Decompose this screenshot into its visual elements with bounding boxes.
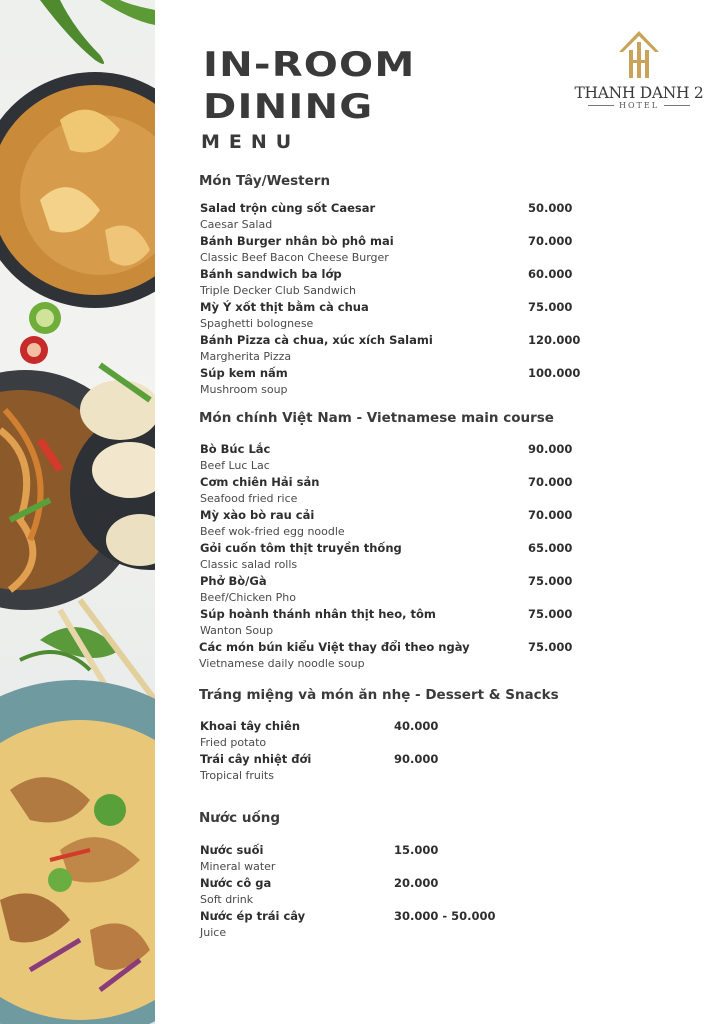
hotel-subtitle bbox=[574, 101, 704, 110]
section-title-dessert: Tráng miệng và món ăn nhẹ - Dessert & Snacks bbox=[199, 687, 559, 703]
menu-item-price: 40.000 bbox=[394, 719, 439, 733]
menu-item-english: Fried potato bbox=[200, 736, 267, 749]
menu-item-name: Súp kem nấm bbox=[200, 366, 288, 380]
menu-item-name: Nước suối bbox=[200, 843, 264, 857]
menu-item-name: Bánh Pizza cà chua, xúc xích Salami bbox=[200, 333, 433, 347]
page-title-line1: IN-ROOM bbox=[203, 45, 416, 85]
menu-item-english: Classic salad rolls bbox=[200, 558, 298, 571]
menu-item-english: Soft drink bbox=[200, 893, 254, 906]
menu-item-price: 30.000 - 50.000 bbox=[394, 909, 496, 923]
menu-item-price: 75.000 bbox=[528, 607, 573, 621]
hotel-roof-logo-icon bbox=[616, 28, 662, 80]
menu-item-name: Cơm chiên Hải sản bbox=[200, 475, 320, 489]
menu-item-english: Margherita Pizza bbox=[200, 350, 292, 363]
menu-item-price: 70.000 bbox=[528, 234, 573, 248]
menu-item-name: Khoai tây chiên bbox=[200, 719, 301, 733]
menu-item-name: Phở Bò/Gà bbox=[200, 574, 267, 588]
menu-item-english: Juice bbox=[200, 926, 227, 939]
menu-item-name: Nước cô ga bbox=[200, 876, 272, 890]
menu-item-english: Mushroom soup bbox=[200, 383, 288, 396]
menu-item-english: Spaghetti bolognese bbox=[200, 317, 314, 330]
menu-item-name: Bò Búc Lắc bbox=[200, 442, 271, 456]
menu-item-name: Mỳ Ý xốt thịt bằm cà chua bbox=[200, 300, 369, 314]
menu-item-price: 70.000 bbox=[528, 508, 573, 522]
menu-item-price: 65.000 bbox=[528, 541, 573, 555]
menu-item-price: 15.000 bbox=[394, 843, 439, 857]
menu-item-english: Classic Beef Bacon Cheese Burger bbox=[200, 251, 389, 264]
menu-item-price: 90.000 bbox=[528, 442, 573, 456]
menu-item-english: Wanton Soup bbox=[200, 624, 274, 637]
section-title-drinks: Nước uống bbox=[199, 810, 281, 826]
menu-item-price: 20.000 bbox=[394, 876, 439, 890]
divider bbox=[588, 105, 614, 106]
menu-item-price: 120.000 bbox=[528, 333, 581, 347]
menu-item-name: Súp hoành thánh nhân thịt heo, tôm bbox=[200, 607, 436, 621]
menu-item-name: Gỏi cuốn tôm thịt truyền thống bbox=[200, 541, 402, 555]
menu-item-name: Các món bún kiểu Việt thay đổi theo ngày bbox=[199, 640, 470, 654]
menu-item-name: Salad trộn cùng sốt Caesar bbox=[200, 201, 376, 215]
menu-item-english: Beef/Chicken Pho bbox=[200, 591, 296, 604]
divider bbox=[664, 105, 690, 106]
menu-item-english: Beef Luc Lac bbox=[200, 459, 270, 472]
menu-item-name: Trái cây nhiệt đới bbox=[200, 752, 312, 766]
menu-item-name: Mỳ xào bò rau cải bbox=[200, 508, 315, 522]
menu-item-price: 75.000 bbox=[528, 300, 573, 314]
page-title-line2: DINING bbox=[203, 87, 374, 127]
menu-item-price: 100.000 bbox=[528, 366, 581, 380]
hotel-logo bbox=[574, 28, 704, 110]
menu-item-name: Nước ép trái cây bbox=[200, 909, 306, 923]
menu-item-price: 75.000 bbox=[528, 640, 573, 654]
section-title-western: Món Tây/Western bbox=[199, 173, 331, 189]
hotel-subtitle-text: HOTEL bbox=[618, 101, 660, 110]
menu-item-english: Tropical fruits bbox=[200, 769, 274, 782]
hotel-name: THANH DANH 2 bbox=[574, 84, 704, 102]
menu-item-english: Triple Decker Club Sandwich bbox=[200, 284, 356, 297]
menu-item-english: Beef wok-fried egg noodle bbox=[200, 525, 345, 538]
menu-item-english: Mineral water bbox=[200, 860, 276, 873]
menu-item-price: 70.000 bbox=[528, 475, 573, 489]
page-subtitle: MENU bbox=[201, 131, 301, 153]
menu-item-name: Bánh Burger nhân bò phô mai bbox=[200, 234, 394, 248]
section-title-vietnamese: Món chính Việt Nam - Vietnamese main course bbox=[199, 410, 554, 426]
menu-item-price: 90.000 bbox=[394, 752, 439, 766]
menu-item-english: Seafood fried rice bbox=[200, 492, 298, 505]
menu-item-price: 60.000 bbox=[528, 267, 573, 281]
menu-item-name: Bánh sandwich ba lớp bbox=[200, 267, 342, 281]
menu-item-english: Vietnamese daily noodle soup bbox=[199, 657, 365, 670]
menu-item-price: 50.000 bbox=[528, 201, 573, 215]
menu-item-english: Caesar Salad bbox=[200, 218, 273, 231]
menu-item-price: 75.000 bbox=[528, 574, 573, 588]
